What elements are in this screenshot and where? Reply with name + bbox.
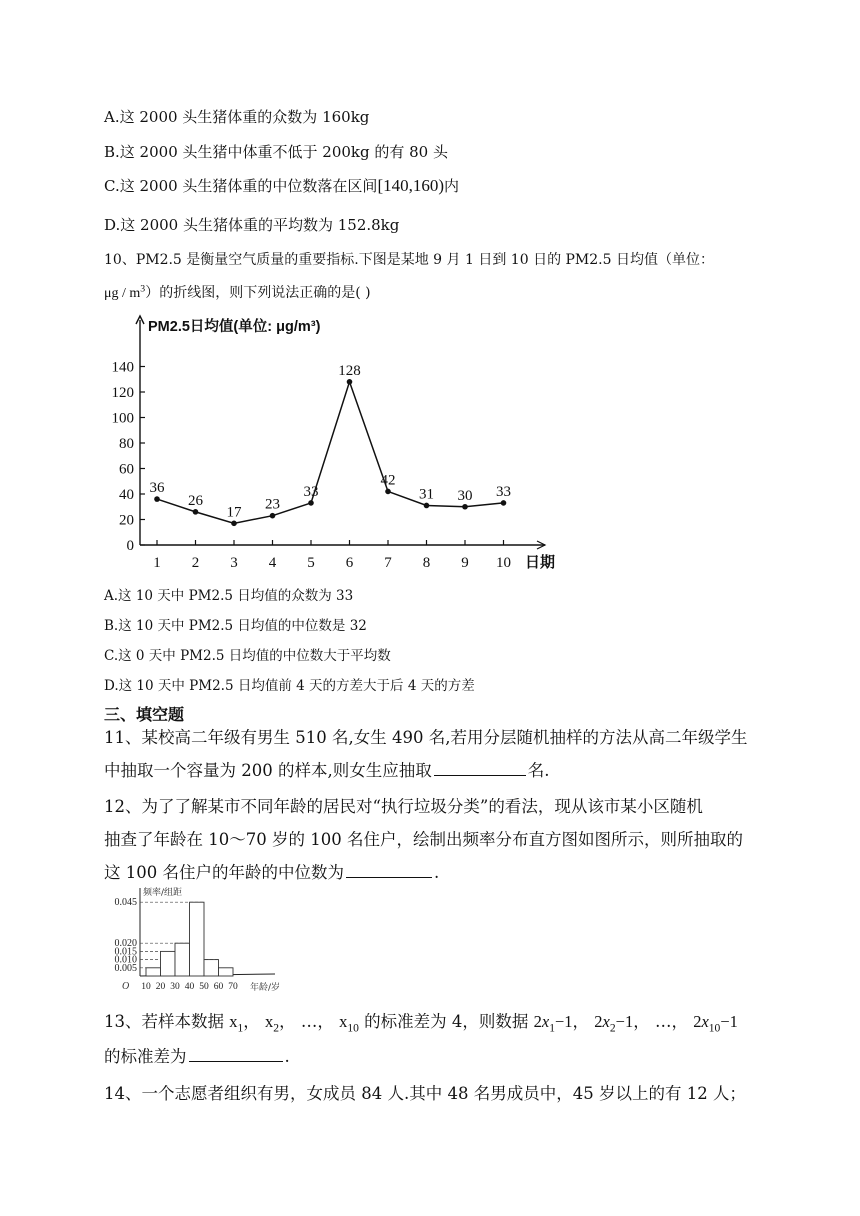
y-tick-label: 100 — [111, 410, 134, 427]
q10-option-a: A.这 10 天中 PM2.5 日均值的众数为 33 — [104, 588, 354, 604]
q9-option-b: B.这 2000 头生猪中体重不低于 200kg 的有 80 头 — [104, 143, 448, 161]
age-histogram-svg — [100, 886, 290, 998]
pm25-line-chart — [100, 310, 570, 580]
y-tick-label: 40 — [119, 487, 134, 503]
hist-xtick-label: 40 — [184, 982, 195, 992]
data-label: 26 — [188, 492, 203, 509]
hist-ytick-label: 0.005 — [114, 962, 137, 974]
x-tick-label: 10 — [496, 555, 511, 571]
data-point — [501, 500, 507, 506]
x-tick-label: 9 — [461, 555, 469, 571]
y-tick-label: 60 — [119, 461, 134, 478]
x-tick-label: 6 — [345, 555, 354, 571]
data-point — [424, 503, 430, 509]
hist-bar — [161, 951, 176, 976]
data-label: 30 — [457, 487, 473, 504]
age-histogram — [100, 886, 290, 998]
data-label: 36 — [149, 480, 165, 497]
y-tick-label: 20 — [119, 512, 134, 529]
data-label: 23 — [265, 496, 280, 513]
q13-answer-blank[interactable] — [189, 1060, 283, 1062]
data-point — [347, 379, 353, 385]
y-tick-label: 0 — [126, 538, 134, 554]
data-point — [462, 504, 468, 510]
y-tick-label: 120 — [111, 385, 134, 401]
x-tick-label: 3 — [230, 555, 238, 571]
q11-line1: 11、某校高二年级有男生 510 名,女生 490 名,若用分层随机抽样的方法从高二年级学生 — [104, 728, 748, 747]
q13-x1: $x_1$ — [229, 1012, 244, 1035]
section-heading: 三、填空题 — [104, 705, 185, 724]
q11-answer-blank[interactable] — [434, 774, 526, 776]
pm25-chart-svg — [100, 310, 570, 580]
q10-option-c: C.这 0 天中 PM2.5 日均值的中位数大于平均数 — [104, 648, 391, 664]
q9-interval: [140,160) — [377, 176, 445, 195]
q13-expr10: $2x_{10}-1$ — [693, 1012, 738, 1035]
q13-expr2: $2x_2-1$ — [594, 1012, 634, 1035]
data-label: 128 — [338, 362, 361, 379]
q13-mid: 的标准差为 4，则数据 — [364, 1012, 529, 1031]
hist-ytick-label: 0.010 — [114, 954, 137, 966]
x-tick-label: 1 — [153, 555, 161, 571]
q10-option-b: B.这 10 天中 PM2.5 日均值的中位数是 32 — [104, 618, 367, 634]
q13-expr1: $2x_1-1$ — [533, 1012, 573, 1035]
hist-ytick-label: 0.020 — [114, 938, 137, 950]
q13-text-b: . — [284, 1047, 290, 1066]
y-tick-label: 140 — [111, 359, 134, 376]
hist-ytick-label: 0.045 — [114, 897, 137, 909]
data-point — [231, 521, 237, 527]
q9-option-c-text: C.这 2000 头生猪体重的中位数落在区间 — [104, 177, 378, 195]
hist-xtick-label: 30 — [170, 982, 180, 992]
x-tick-label: 2 — [191, 555, 200, 571]
data-label: 33 — [496, 483, 511, 500]
q12-line2: 抽查了年龄在 10～70 岁的 100 名住户，绘制出频率分布直方图如图所示，则所抽取的 — [104, 830, 743, 849]
hist-xlabel: 年龄/岁 — [250, 983, 281, 993]
q10-option-d: D.这 10 天中 PM2.5 日均值前 4 天的方差大于后 4 天的方差 — [104, 678, 475, 694]
hist-xtick-label: 50 — [199, 982, 209, 992]
series-line — [157, 382, 504, 524]
data-label: 17 — [226, 504, 242, 521]
data-label: 31 — [419, 486, 434, 503]
hist-xtick-label: 70 — [228, 982, 238, 992]
q14-line1: 14、一个志愿者组织有男，女成员 84 人.其中 48 名男成员中，45 岁以上的有 12 人； — [104, 1084, 746, 1103]
q13-x2: $x_2$ — [265, 1012, 280, 1035]
data-point — [270, 513, 276, 519]
x-tick-label: 7 — [384, 555, 392, 571]
x-tick-label: 4 — [268, 555, 277, 571]
q13-text-a: 的标准差为 — [104, 1047, 187, 1066]
q12-line1: 12、为了了解某市不同年龄的居民对“执行垃圾分类”的看法，现从该市某小区随机 — [104, 797, 703, 816]
hist-bar — [190, 902, 205, 976]
q9-option-a: A.这 2000 头生猪体重的众数为 160kg — [104, 108, 370, 126]
q13-x10: $x_{10}$ — [339, 1012, 359, 1035]
hist-ytick-label: 0.015 — [114, 946, 137, 958]
q10-stem-line2 — [104, 282, 371, 302]
q12-line3 — [104, 859, 439, 883]
q10-unit-sup: 3 — [140, 283, 146, 295]
data-point — [154, 496, 160, 502]
data-label: 42 — [380, 472, 396, 489]
hist-bar — [146, 968, 161, 976]
hist-bar — [204, 960, 219, 976]
hist-xtick-label: 20 — [155, 982, 166, 992]
data-point — [308, 500, 314, 506]
q13-prefix: 13、若样本数据 — [104, 1012, 224, 1031]
q10-unit: μg / m — [104, 286, 141, 301]
q13-line1: 13、若样本数据 $x_1$， $x_2$， …， $x_{10}$ 的标准差为 4，则数据 $2x_1-1$， $2x_2-1$， …， $2x_{10}-1$ — [104, 1012, 738, 1035]
hist-origin: O — [122, 981, 130, 992]
q10-stem-rest: ）的折线图，则下列说法正确的是( ) — [145, 285, 371, 301]
q11-text-b: 名. — [527, 761, 550, 780]
hist-xtick-label: 10 — [141, 982, 151, 992]
hist-bar — [219, 968, 234, 976]
hist-bar — [175, 943, 190, 976]
q11-text-a: 中抽取一个容量为 200 的样本,则女生应抽取 — [104, 761, 432, 780]
data-point — [193, 509, 199, 515]
data-label: 33 — [303, 483, 319, 500]
q9-interval-suffix: 内 — [444, 177, 460, 195]
x-tick-label: 8 — [422, 555, 431, 571]
q10-stem-line1: 10、PM2.5 是衡量空气质量的重要指标.下图是某地 9 月 1 日到 10 日的 PM2.5 日均值（单位： — [104, 252, 714, 268]
chart-title: PM2.5日均值(单位: μg/m³) — [148, 319, 321, 335]
hist-ylabel: 频率/组距 — [143, 888, 183, 898]
x-axis-label: 日期 — [525, 554, 556, 571]
data-point — [385, 489, 391, 495]
q13-line2 — [104, 1043, 290, 1067]
q12-text-a: 这 100 名住户的年龄的中位数为 — [104, 863, 344, 882]
hist-xtick-label: 60 — [213, 982, 224, 992]
q12-answer-blank[interactable] — [346, 876, 432, 878]
q9-option-d: D.这 2000 头生猪体重的平均数为 152.8kg — [104, 216, 400, 234]
q9-option-c — [104, 175, 459, 196]
x-tick-label: 5 — [307, 555, 315, 571]
q11-line2 — [104, 757, 549, 781]
q12-text-b: . — [433, 863, 440, 882]
y-tick-label: 80 — [119, 436, 134, 452]
